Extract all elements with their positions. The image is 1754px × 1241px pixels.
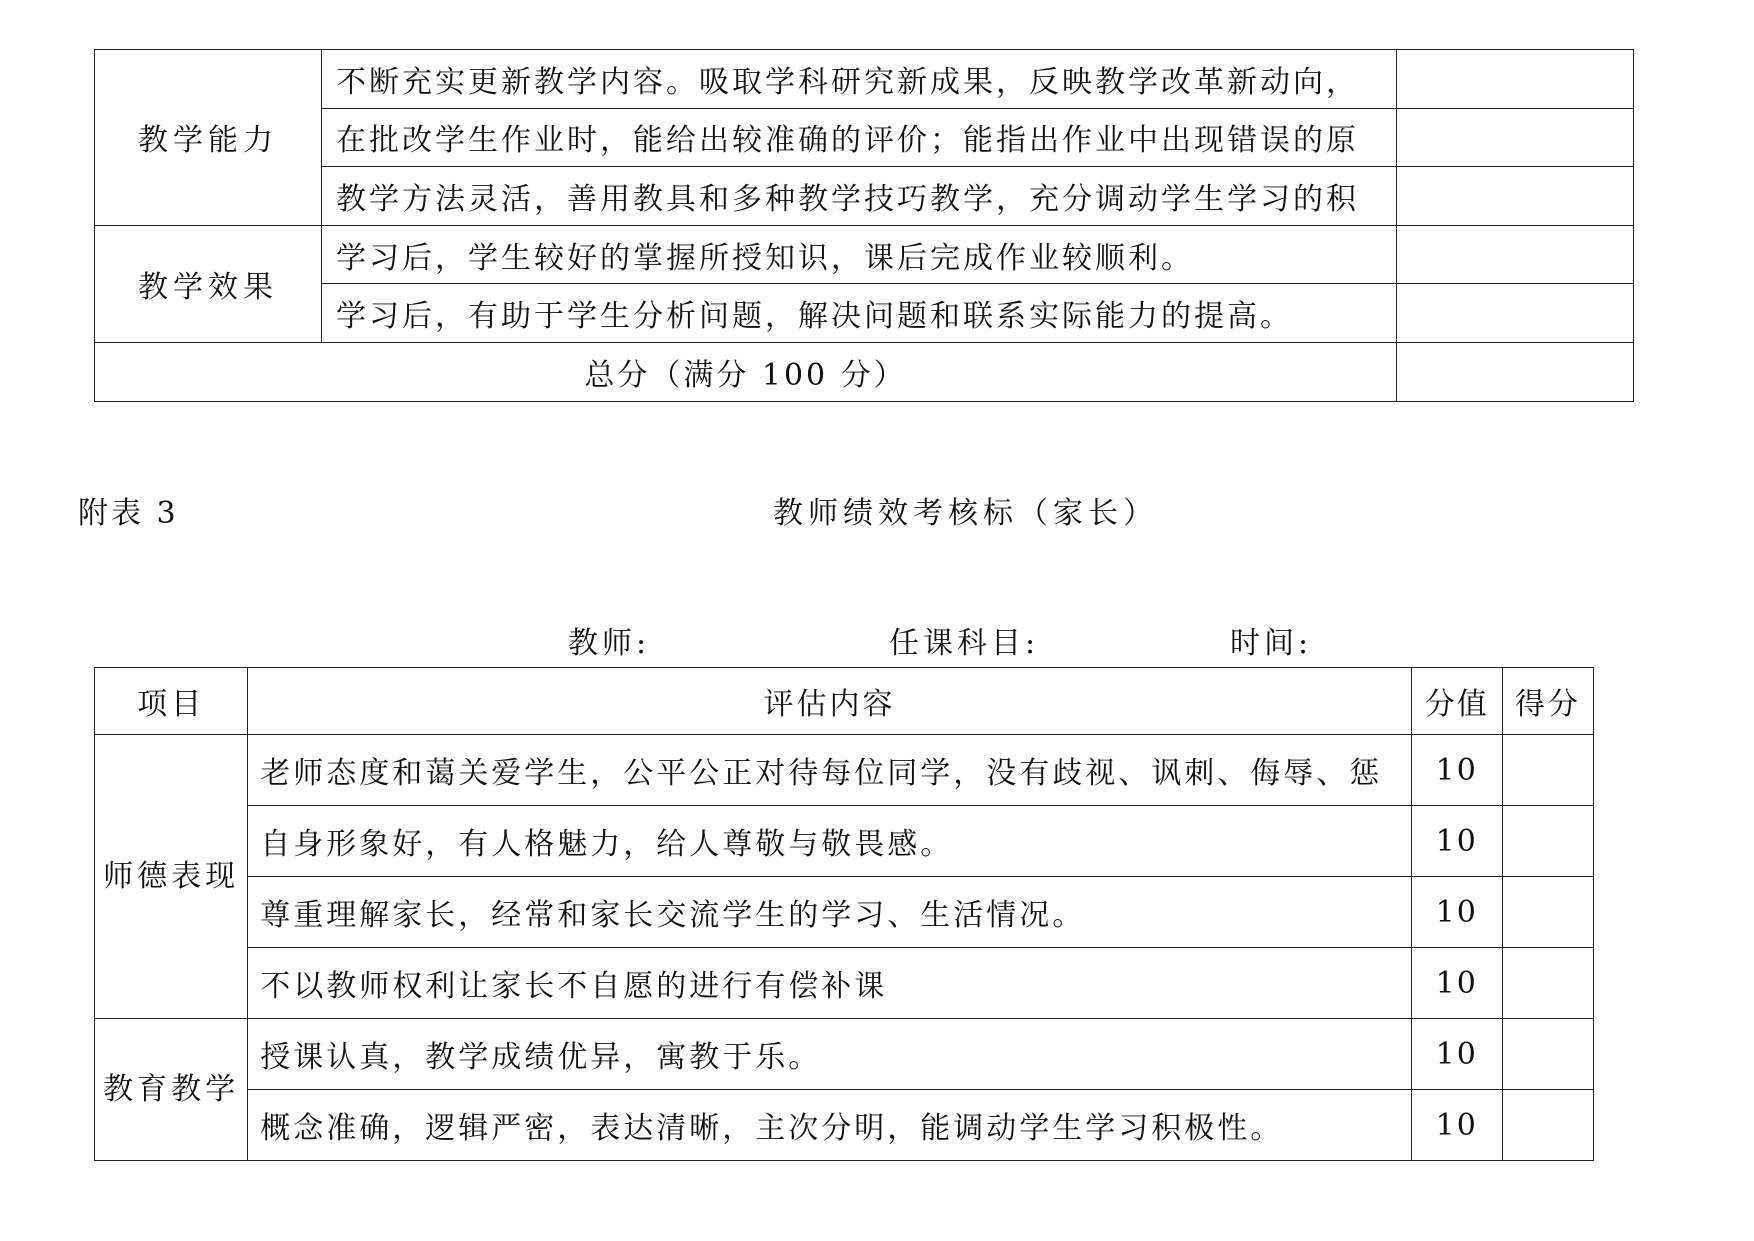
score-cell[interactable] xyxy=(1397,167,1634,226)
table-row xyxy=(95,1019,1594,1090)
table-row xyxy=(95,806,1594,877)
criterion-text: 老师态度和蔼关爱学生，公平公正对待每位同学，没有歧视、讽刺、侮辱、惩 xyxy=(248,735,1411,806)
criterion-text: 学习后，有助于学生分析问题，解决问题和联系实际能力的提高。 xyxy=(322,284,1397,343)
criterion-text: 概念准确，逻辑严密，表达清晰，主次分明，能调动学生学习积极性。 xyxy=(248,1090,1411,1161)
assessment-table-top xyxy=(94,49,1634,402)
score-cell[interactable] xyxy=(1397,50,1634,109)
points-value: 10 xyxy=(1411,735,1502,806)
subject-field-label: 任课科目: xyxy=(889,626,1040,661)
table-row xyxy=(95,225,1634,284)
table-header-row xyxy=(95,668,1594,735)
criterion-text: 不以教师权利让家长不自愿的进行有偿补课 xyxy=(248,948,1411,1019)
table-row xyxy=(95,284,1634,343)
total-label: 总分（满分 100 分） xyxy=(95,342,1397,401)
score-cell[interactable] xyxy=(1502,1019,1593,1090)
points-value: 10 xyxy=(1411,806,1502,877)
table-row xyxy=(95,877,1594,948)
score-cell[interactable] xyxy=(1502,948,1593,1019)
score-cell[interactable] xyxy=(1502,735,1593,806)
total-row xyxy=(95,342,1634,401)
score-cell[interactable] xyxy=(1397,284,1634,343)
points-value: 10 xyxy=(1411,877,1502,948)
score-cell[interactable] xyxy=(1502,806,1593,877)
item-label-teaching-effect: 教学效果 xyxy=(95,225,322,342)
criterion-text: 尊重理解家长，经常和家长交流学生的学习、生活情况。 xyxy=(248,877,1411,948)
appendix-label: 附表 3 xyxy=(78,496,179,531)
criterion-text: 在批改学生作业时，能给出较准确的评价；能指出作业中出现错误的原 xyxy=(322,108,1397,167)
criterion-text: 教学方法灵活，善用教具和多种教学技巧教学，充分调动学生学习的积 xyxy=(322,167,1397,226)
criterion-text: 授课认真，教学成绩优异，寓教于乐。 xyxy=(248,1019,1411,1090)
score-cell[interactable] xyxy=(1397,225,1634,284)
points-value: 10 xyxy=(1411,1090,1502,1161)
info-line xyxy=(0,618,1754,661)
criterion-text: 自身形象好，有人格魅力，给人尊敬与敬畏感。 xyxy=(248,806,1411,877)
table-row xyxy=(95,167,1634,226)
teacher-field-label: 教师: xyxy=(568,626,651,661)
table-row xyxy=(95,1090,1594,1161)
score-cell[interactable] xyxy=(1397,108,1634,167)
criterion-text: 不断充实更新教学内容。吸取学科研究新成果，反映教学改革新动向， xyxy=(322,50,1397,109)
table-title: 教师绩效考核标（家长） xyxy=(773,496,1158,531)
item-label-education: 教育教学 xyxy=(95,1019,248,1161)
parent-assessment-table xyxy=(94,667,1594,1161)
header-content: 评估内容 xyxy=(248,668,1411,735)
item-label-ethics: 师德表现 xyxy=(95,735,248,1019)
item-label-teaching-ability: 教学能力 xyxy=(95,50,322,226)
points-value: 10 xyxy=(1411,948,1502,1019)
score-cell[interactable] xyxy=(1502,877,1593,948)
header-points: 分值 xyxy=(1411,668,1502,735)
points-value: 10 xyxy=(1411,1019,1502,1090)
table-row xyxy=(95,735,1594,806)
table-row xyxy=(95,108,1634,167)
header-score: 得分 xyxy=(1502,668,1593,735)
header-item: 项目 xyxy=(95,668,248,735)
total-score-cell[interactable] xyxy=(1397,342,1634,401)
table-row xyxy=(95,50,1634,109)
table-row xyxy=(95,948,1594,1019)
time-field-label: 时间: xyxy=(1230,626,1313,661)
score-cell[interactable] xyxy=(1502,1090,1593,1161)
criterion-text: 学习后，学生较好的掌握所授知识，课后完成作业较顺利。 xyxy=(322,225,1397,284)
